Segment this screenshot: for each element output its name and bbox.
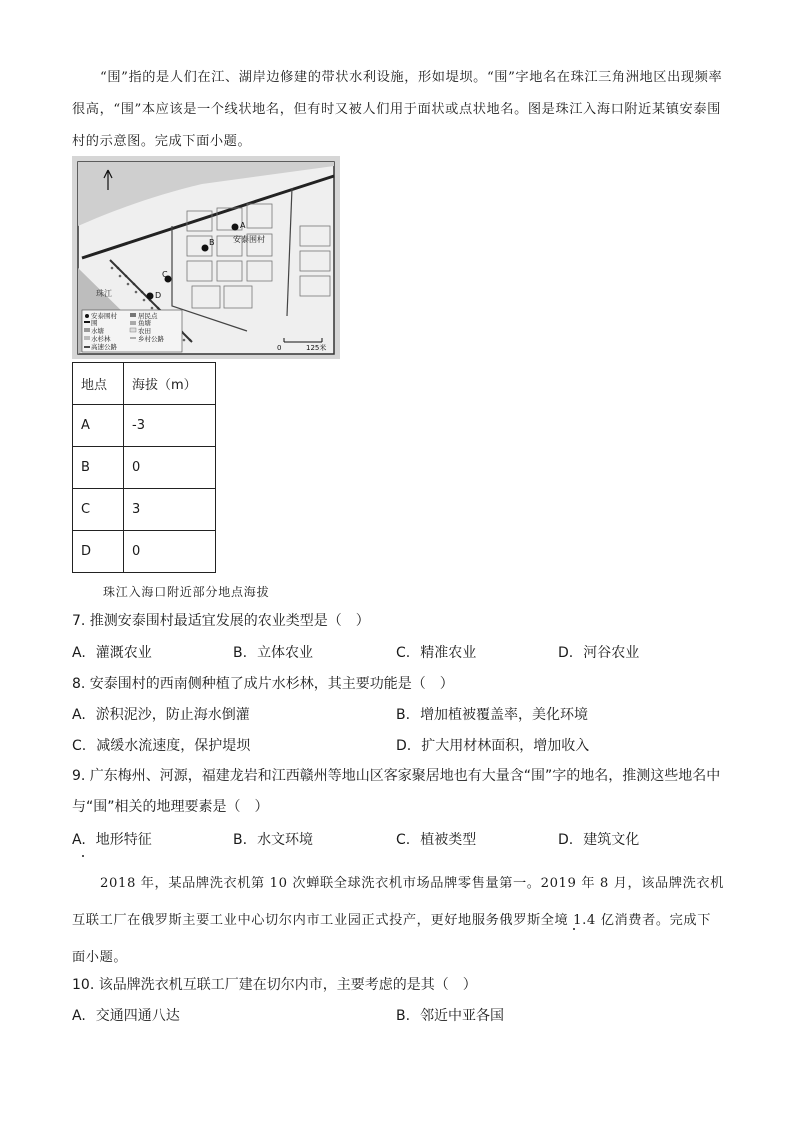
option-text: 增加植被覆盖率，美化环境 xyxy=(420,707,589,723)
question-7-stem: 7. 推测安泰围村最适宜发展的农业类型是（ ） xyxy=(72,613,370,629)
q10-option-a[interactable] xyxy=(72,1006,180,1026)
legend-item: 鱼塘 xyxy=(138,319,151,327)
q8-option-a[interactable] xyxy=(72,705,250,725)
option-text: 水文环境 xyxy=(257,832,314,848)
option-letter: C. xyxy=(72,738,87,754)
q8-option-c[interactable] xyxy=(72,736,250,756)
table-cell: 0 xyxy=(124,531,216,573)
scan-speck xyxy=(82,855,84,857)
table-caption: 珠江入海口附近部分地点海拔 xyxy=(103,585,270,599)
q7-option-d[interactable] xyxy=(558,643,639,663)
option-letter: D. xyxy=(558,645,574,661)
legend-item: 围 xyxy=(91,319,98,327)
option-text: 灌溉农业 xyxy=(95,645,152,661)
option-letter: C. xyxy=(396,645,411,661)
option-text: 减缓水流速度，保护堤坝 xyxy=(96,738,251,754)
option-letter: B. xyxy=(233,832,248,848)
option-letter: B. xyxy=(396,707,411,723)
q10-option-b[interactable] xyxy=(396,1006,504,1026)
option-text: 扩大用材林面积，增加收入 xyxy=(421,738,590,754)
map-label-village: 安泰围村 xyxy=(233,235,265,244)
legend-item: 安泰围村 xyxy=(91,312,117,320)
legend-item: 水塘 xyxy=(91,327,104,335)
q7-option-a[interactable] xyxy=(72,643,152,663)
table-row xyxy=(73,447,216,489)
passage-2 xyxy=(72,865,724,976)
map-legend xyxy=(82,310,182,352)
option-text: 建筑文化 xyxy=(583,832,640,848)
map-label-c: C xyxy=(162,270,168,279)
question-8-stem: 8. 安泰围村的西南侧种植了成片水杉林，其主要功能是（ ） xyxy=(72,676,454,692)
option-letter: D. xyxy=(396,738,412,754)
option-text: 河谷农业 xyxy=(583,645,640,661)
option-text: 交通四通八达 xyxy=(95,1008,180,1024)
q8-option-d[interactable] xyxy=(396,736,589,756)
option-text: 淤积泥沙，防止海水倒灌 xyxy=(95,707,250,723)
question-9-stem: 9. 广东梅州、河源，福建龙岩和江西赣州等地山区客家聚居地也有大量含“围”字的地名，推测这些地名中与“围”相关的地理要素是（ ） xyxy=(72,768,721,815)
table-cell: -3 xyxy=(124,405,216,447)
table-cell: 3 xyxy=(124,489,216,531)
option-letter: B. xyxy=(233,645,248,661)
passage-1-text: “围”指的是人们在江、湖岸边修建的带状水利设施，形如堤坝。“围”字地名在珠江三角洲地区出现频率很高，“围”本应该是一个线状地名，但有时又被人们用于面状或点状地名。图是珠江入海口附近某镇安泰围村的示意图。完成下面小题。 xyxy=(72,70,723,149)
table-header-cell: 海拔（m） xyxy=(124,363,216,405)
passage-2-text: 2018 年，某品牌洗衣机第 10 次蝉联全球洗衣机市场品牌零售量第一。2019 年 8 月，该品牌洗衣机互联工厂在俄罗斯主要工业中心切尔内市工业园正式投产，更好地服务俄罗斯全境 1.4 亿消费者。完成下面小题。 xyxy=(72,876,724,965)
option-text: 立体农业 xyxy=(257,645,314,661)
map-label-d: D xyxy=(155,291,162,300)
table-cell: 0 xyxy=(124,447,216,489)
scale-distance: 125米 xyxy=(306,344,327,352)
legend-item: 乡村公路 xyxy=(138,335,164,343)
table-row xyxy=(73,489,216,531)
q9-option-b[interactable] xyxy=(233,830,313,850)
option-letter: A. xyxy=(72,707,86,723)
scale-zero: 0 xyxy=(277,344,282,352)
legend-item: 高速公路 xyxy=(91,343,117,351)
legend-item: 水杉林 xyxy=(91,335,111,343)
map-label-a: A xyxy=(240,221,246,230)
map-label-b: B xyxy=(209,238,215,247)
table-cell: B xyxy=(73,447,124,489)
q7-option-c[interactable] xyxy=(396,643,476,663)
option-letter: A. xyxy=(72,832,86,848)
option-letter: A. xyxy=(72,645,86,661)
legend-item: 居民点 xyxy=(138,312,158,320)
question-10-stem: 10. 该品牌洗衣机互联工厂建在切尔内市，主要考虑的是其（ ） xyxy=(72,977,477,993)
map-label-river: 珠江 xyxy=(96,289,112,298)
table-cell: A xyxy=(73,405,124,447)
q8-option-b[interactable] xyxy=(396,705,588,725)
q7-option-b[interactable] xyxy=(233,643,313,663)
table-header-row xyxy=(73,363,216,405)
legend-item: 农田 xyxy=(138,327,151,335)
table-cell: C xyxy=(73,489,124,531)
option-letter: A. xyxy=(72,1008,86,1024)
table-header-cell: 地点 xyxy=(73,363,124,405)
table-row xyxy=(73,531,216,573)
q9-option-d[interactable] xyxy=(558,830,639,850)
table-cell: D xyxy=(73,531,124,573)
option-text: 地形特征 xyxy=(95,832,152,848)
option-letter: C. xyxy=(396,832,411,848)
option-text: 邻近中亚各国 xyxy=(420,1008,505,1024)
q9-option-c[interactable] xyxy=(396,830,476,850)
passage-1 xyxy=(72,62,724,158)
option-letter: D. xyxy=(558,832,574,848)
elevation-table xyxy=(72,362,216,573)
option-text: 精准农业 xyxy=(420,645,477,661)
village-map-figure xyxy=(72,156,340,359)
option-text: 植被类型 xyxy=(420,832,477,848)
table-row xyxy=(73,405,216,447)
q9-option-a[interactable] xyxy=(72,830,152,850)
option-letter: B. xyxy=(396,1008,411,1024)
